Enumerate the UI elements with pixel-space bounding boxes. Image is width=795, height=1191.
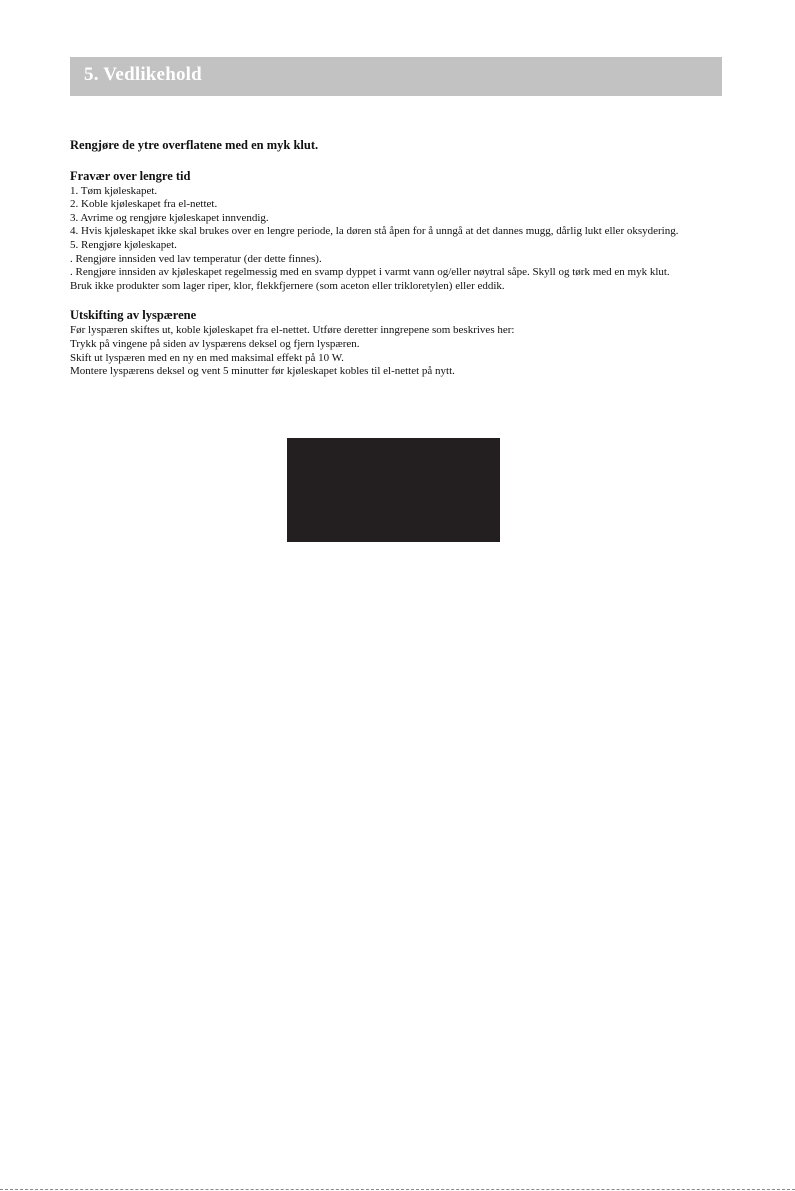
page-bottom-rule [0,1189,795,1190]
section-bulb [70,308,722,378]
figure-placeholder-image [287,438,500,542]
page-title: 5. Vedlikehold [84,64,202,85]
section-header-bar [70,57,722,96]
section-absence-line: . Rengjøre innsiden av kjøleskapet regelmessig med en svamp dyppet i varmt vann og/eller nøytral såpe. Skyll og tørk med en myk klut. [70,266,670,279]
section-bulb-line: Montere lyspærens deksel og vent 5 minutter før kjøleskapet kobles til el-nettet på nytt. [70,365,455,378]
section-bulb-line: Før lyspæren skiftes ut, koble kjøleskapet fra el-nettet. Utføre deretter inngrepene som beskrives her: [70,324,515,337]
section-absence-title: Fravær over lengre tid [70,168,191,183]
section-absence-line: 5. Rengjøre kjøleskapet. [70,238,177,251]
section-absence-line: 2. Koble kjøleskapet fra el-nettet. [70,198,218,211]
intro-paragraph: Rengjøre de ytre overflatene med en myk klut. [70,138,319,152]
section-bulb-title: Utskifting av lyspærene [70,308,197,323]
document-body [70,139,722,394]
section-absence-line: 4. Hvis kjøleskapet ikke skal brukes over en lengre periode, la døren stå åpen for å unngå at det dannes mugg, dårlig lukt eller oksydering. [70,225,679,238]
section-bulb-line: Trykk på vingene på siden av lyspærens deksel og fjern lyspæren. [70,337,360,350]
section-absence [70,169,722,294]
section-absence-line: Bruk ikke produkter som lager riper, klor, flekkfjernere (som aceton eller trikloretylen) eller eddik. [70,279,505,292]
section-absence-line: 1. Tøm kjøleskapet. [70,184,158,197]
section-absence-line: . Rengjøre innsiden ved lav temperatur (der dette finnes). [70,252,322,265]
section-absence-line: 3. Avrime og rengjøre kjøleskapet innvendig. [70,211,269,224]
section-bulb-line: Skift ut lyspæren med en ny en med maksimal effekt på 10 W. [70,351,344,364]
